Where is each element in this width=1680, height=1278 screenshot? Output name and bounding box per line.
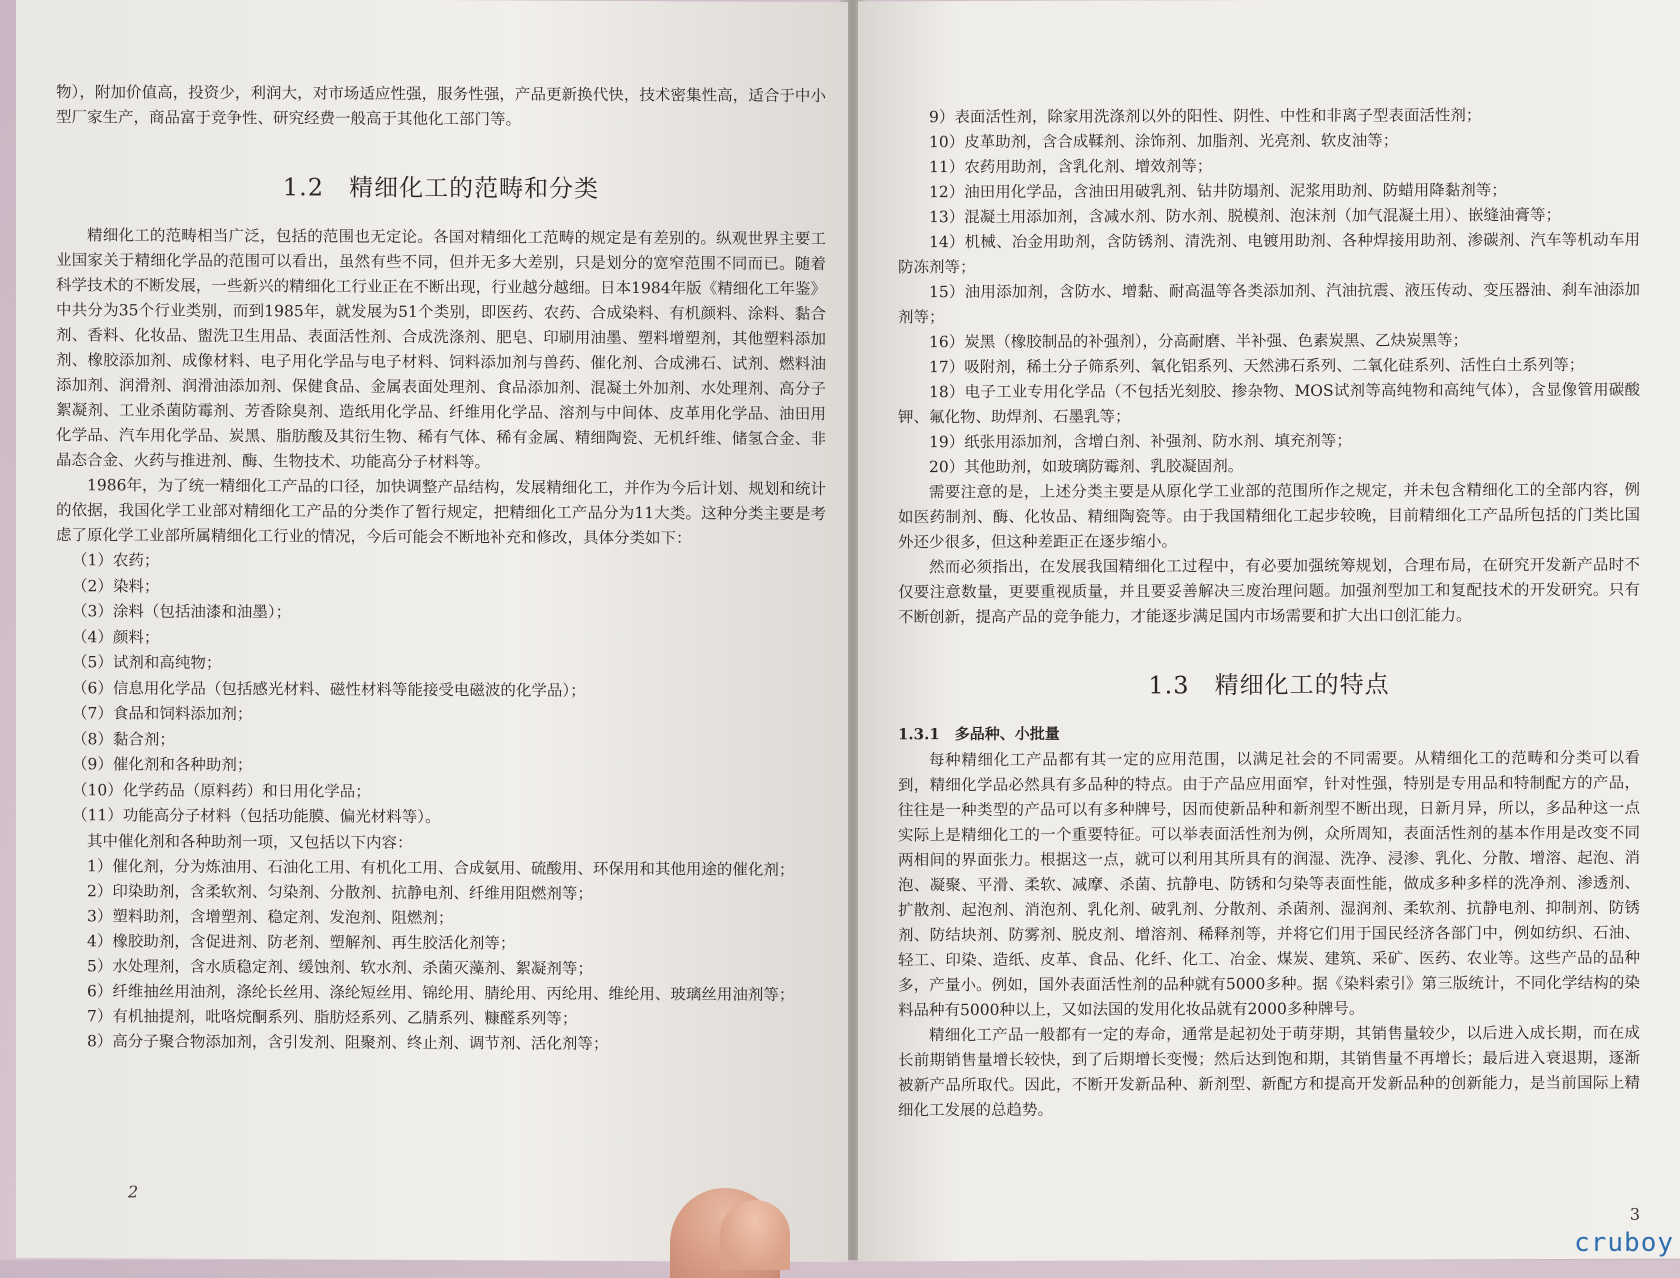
list-item: （6）信息用化学品（包括感光材料、磁性材料等能接受电磁波的化学品）； — [72, 678, 586, 700]
intro-paragraph: 物），附加价值高，投资少，利润大，对市场适应性强，服务性强，产品更新换代快，技术密集性高，适合于中小型厂家生产，商品富于竞争性、研究经费一般高于其他化工部门等。 — [56, 83, 826, 129]
subitem-list — [56, 854, 826, 1058]
list-item: 19）纸张用添加剂，含增白剂、补强剂、防水剂、填充剂等； — [929, 431, 1352, 452]
list-item: （5）试剂和高纯物； — [72, 653, 222, 672]
page-number: 2 — [128, 1182, 139, 1202]
list-item: 17）吸附剂，稀土分子筛系列、氧化铝系列、天然沸石系列、二氧化硅系列、活性白土系列等； — [929, 355, 1585, 377]
list-item: （8）黏合剂； — [72, 729, 175, 749]
list-item: （2）染料； — [72, 576, 160, 596]
list-item: 8）高分子聚合物添加剂，含引发剂、阻聚剂、终止剂、调节剂、活化剂等； — [87, 1031, 609, 1053]
list-item: 7）有机抽提剂，吡咯烷酮系列、脂肪烃系列、乙腈系列、糠醛系列等； — [87, 1006, 578, 1028]
list-item: 11）农药用助剂，含乳化剂、增效剂等； — [929, 157, 1213, 177]
list-item: 2）印染助剂，含柔软剂、匀染剂、分散剂、抗静电剂、纤维用阻燃剂等； — [87, 881, 593, 903]
list-item: 20）其他助剂，如玻璃防霉剂、乳胶凝固剂。 — [929, 457, 1244, 477]
list-item: 12）油田用化学品，含油田用破乳剂、钻井防塌剂、泥浆用助剂、防蜡用降黏剂等； — [929, 181, 1507, 202]
list-item: 4）橡胶助剂，含促进剂、防老剂、塑解剂、再生胶活化剂等； — [87, 931, 516, 952]
list-item: 13）混凝土用添加剂，含减水剂、防水剂、脱模剂、泡沫剂（加气混凝土用）、嵌缝油膏等； — [929, 205, 1561, 227]
category-list — [56, 548, 826, 833]
paragraph: 然而必须指出，在发展我国精细化工过程中，有必要加强统筹规划，合理布局，在研究开发新产品时不仅要注意数量，更要重视质量，并且要妥善解决三废治理问题。加强剂型加工和复配技术的开发研究。只有不断创新，提高产品的竞争能力，才能逐步满足国内市场需要和扩大出口创汇能力。 — [898, 555, 1640, 627]
list-item: （11）功能高分子材料（包括功能膜、偏光材料等）。 — [72, 806, 441, 827]
section-title-1-2: 1.2 精细化工的范畴和分类 — [282, 173, 600, 203]
page-number: 3 — [1629, 1204, 1640, 1224]
subitem-list — [898, 103, 1640, 481]
left-page — [16, 0, 848, 1262]
paragraph: 1986年，为了统一精细化工产品的口径，加快调整产品结构，发展精细化工，并作为今后计划、规划和统计的依据，我国化学工业部对精细化工产品的分类作了暂行规定，把精细化工产品分为11大类。这种分类主要是考虑了原化学工业部所属精细化工行业的情况，今后可能会不断地补充和修改，具体分类如下： — [56, 476, 826, 548]
list-item: 15）油用添加剂，含防水、增黏、耐高温等各类添加剂、汽油抗震、液压传动、变压器油、刹车油添加剂等； — [898, 280, 1640, 327]
paragraph: 需要注意的是，上述分类主要是从原化学工业部的范围所作之规定，并未包含精细化工的全部内容，例如医药制剂、酶、化妆品、精细陶瓷等。由于我国精细化工起步较晚，目前精细化工产品所包括的门类比国外还少很多，但这种差距正在逐步缩小。 — [898, 480, 1640, 552]
list-item: 14）机械、冶金用助剂，含防锈剂、清洗剂、电镀用助剂、各种焊接用助剂、渗碳剂、汽车等机动车用防冻剂等； — [898, 230, 1640, 277]
list-item: （3）涂料（包括油漆和油墨）； — [72, 602, 292, 622]
subsection-title-1-3-1: 1.3.1 多品种、小批量 — [898, 724, 1060, 744]
list-item: （10）化学药品（原料药）和日用化学品； — [72, 780, 371, 801]
list-item: （4）颜料； — [72, 627, 160, 647]
list-item: （7）食品和饲料添加剂； — [72, 704, 253, 724]
paragraph: 精细化工产品一般都有一定的寿命，通常是起初处于萌芽期，其销售量较少，以后进入成长期，而在成长前期销售量增长较快，到了后期增长变慢；然后达到饱和期，其销售量不再增长；最后进入衰退期，逐渐被新产品所取代。因此，不断开发新品种、新剂型、新配方和提高开发新品种的创新能力，是当前国际上精细化工发展的总趋势。 — [898, 1023, 1640, 1120]
list-item: 18）电子工业专用化学品（不包括光刻胶、掺杂物、MOS试剂等高纯物和高纯气体），含显像管用碳酸钾、氟化物、助焊剂、石墨乳等； — [898, 380, 1640, 427]
paragraph: 其中催化剂和各种助剂一项，又包括以下内容： — [87, 831, 413, 852]
list-item: 9）表面活性剂，除家用洗涤剂以外的阳性、阴性、中性和非离子型表面活性剂； — [929, 106, 1482, 127]
list-item: 5）水处理剂，含水质稳定剂、缓蚀剂、软水剂、杀菌灭藻剂、絮凝剂等； — [87, 956, 593, 978]
list-item: 3）塑料助剂，含增塑剂、稳定剂、发泡剂、阻燃剂； — [87, 906, 454, 927]
paragraph: 每种精细化工产品都有其一定的应用范围，以满足社会的不同需要。从精细化工的范畴和分类可以看到，精细化学品必然具有多品种的特点。由于产品应用面窄，针对性强，特别是专用品和特制配方的产品，往往是一种类型的产品可以有多种牌号，因而使新品种和新剂型不断出现，日新月异，所以，多品种这一点实际上是精细化工的一个重要特征。可以举表面活性剂为例，众所周知，表面活性剂的基本作用是改变不同两相间的界面张力。根据这一点，就可以利用其所具有的润湿、洗净、浸渗、乳化、分散、增溶、起泡、消泡、凝聚、平滑、柔软、减摩、杀菌、抗静电、防锈和匀染等表面性能，做成多种多样的洗净剂、渗透剂、扩散剂、起泡剂、消泡剂、乳化剂、破乳剂、分散剂、杀菌剂、湿润剂、柔软剂、抗静电剂、抑制剂、防锈剂、防结块剂、防雾剂、脱皮剂、增溶剂、稀释剂等，并将它们用于国民经济各部门中，例如纺织、石油、轻工、印染、造纸、皮革、食品、化纤、化工、冶金、煤炭、建筑、采矿、医药、农业等。这些产品的品种多，产量小。例如，国外表面活性剂的品种就有5000多种。据《染料索引》第三版统计，不同化学结构的染料品种有5000种以上，又如法国的发用化妆品就有2000多种牌号。 — [898, 748, 1640, 1020]
right-page — [858, 0, 1680, 1261]
list-item: 10）皮革助剂，含合成鞣剂、涂饰剂、加脂剂、光亮剂、软皮油等； — [929, 131, 1399, 152]
watermark: cruboy — [1574, 1228, 1674, 1258]
list-item: 1）催化剂，分为炼油用、石油化工用、有机化工用、合成氨用、硫酸用、环保用和其他用途的催化剂； — [87, 856, 795, 879]
list-item: 6）纤维抽丝用油剂，涤纶长丝用、涤纶短丝用、锦纶用、腈纶用、丙纶用、维纶用、玻璃丝用油剂等； — [87, 981, 795, 1004]
list-item: 16）炭黑（橡胶制品的补强剂），分高耐磨、半补强、色素炭黑、乙炔炭黑等； — [929, 331, 1468, 352]
paragraph: 精细化工的范畴相当广泛，包括的范围也无定论。各国对精细化工范畴的规定是有差别的。纵观世界主要工业国家关于精细化学品的范围可以看出，虽然有些不同，但并无多大差别，只是划分的宽窄范围不同而已。随着科学技术的不断发展，一些新兴的精细化工行业正在不断出现，行业越分越细。日本1984年版《精细化工年鉴》中共分为35个行业类别，而到1985年，就发展为51个类别，即医药、农药、合成染料、有机颜料、涂料、黏合剂、香料、化妆品、盥洗卫生用品、表面活性剂、合成洗涤剂、肥皂、印刷用油墨、塑料增塑剂，其他塑料添加剂、橡胶添加剂、成像材料、电子用化学品与电子材料、饲料添加剂与兽药、催化剂、合成沸石、试剂、燃料油添加剂、润滑剂、润滑油添加剂、保健食品、金属表面处理剂、食品添加剂、混凝土外加剂、水处理剂、高分子絮凝剂、工业杀菌防霉剂、芳香除臭剂、造纸用化学品、纤维用化学品、溶剂与中间体、皮革用化学品、油田用化学品、汽车用化学品、炭黑、脂肪酸及其衍生物、稀有气体、稀有金属、精细陶瓷、无机纤维、储氢合金、非晶态合金、火药与推进剂、酶、生物技术、功能高分子材料等。 — [56, 226, 826, 472]
list-item: （9）催化剂和各种助剂； — [72, 755, 253, 775]
list-item: （1）农药； — [72, 551, 160, 570]
section-title-1-3: 1.3 精细化工的特点 — [1148, 670, 1390, 700]
